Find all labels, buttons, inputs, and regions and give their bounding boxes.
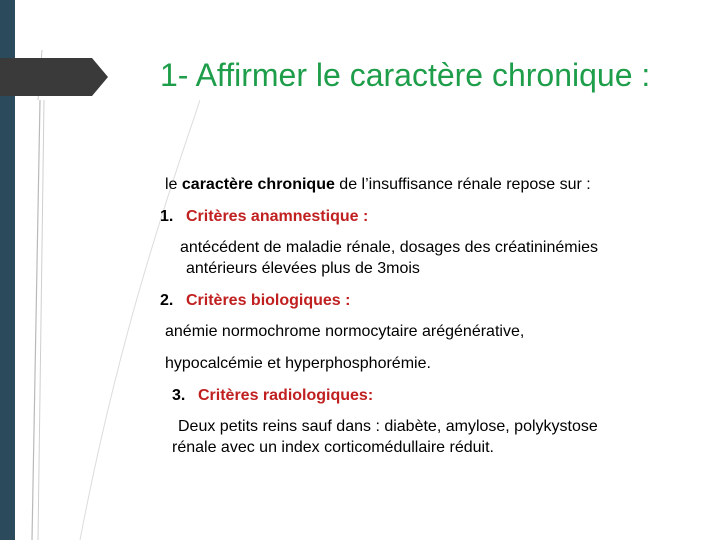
section-1-title: Critères anamnestique : — [186, 208, 369, 225]
intro-text — [165, 174, 591, 195]
section-2-title: Critères biologiques : — [186, 292, 351, 309]
section-1-line-1: antécédent de maladie rénale, dosages des créatininémies — [180, 239, 599, 256]
section-3-title: Critères radiologiques: — [198, 387, 374, 404]
section-3-line-2: rénale avec un index corticomédullaire réduit. — [172, 439, 494, 456]
section-3-number: 3. — [172, 387, 186, 404]
section-2-line-1: anémie normochrome normocytaire arégénérative, — [165, 323, 525, 340]
section-1-line-2: antérieurs élevées plus de 3mois — [186, 260, 420, 277]
section-3-heading — [172, 385, 373, 406]
slide-title: 1- Affirmer le caractère chronique : — [160, 57, 651, 93]
section-3-line-1: Deux petits reins sauf dans : diabète, amylose, polykystose — [178, 418, 598, 435]
intro-suffix: de l’insuffisance rénale repose sur : — [334, 176, 591, 193]
title-marker-tab — [0, 58, 110, 98]
intro-bold: caractère chronique — [181, 176, 335, 193]
section-2-number: 2. — [160, 292, 174, 309]
section-2-heading — [160, 290, 350, 311]
section-1-heading — [160, 206, 368, 227]
intro-prefix: le — [165, 176, 182, 193]
section-1-number: 1. — [160, 208, 174, 225]
section-2-line-2: hypocalcémie et hyperphosphorémie. — [165, 355, 431, 372]
